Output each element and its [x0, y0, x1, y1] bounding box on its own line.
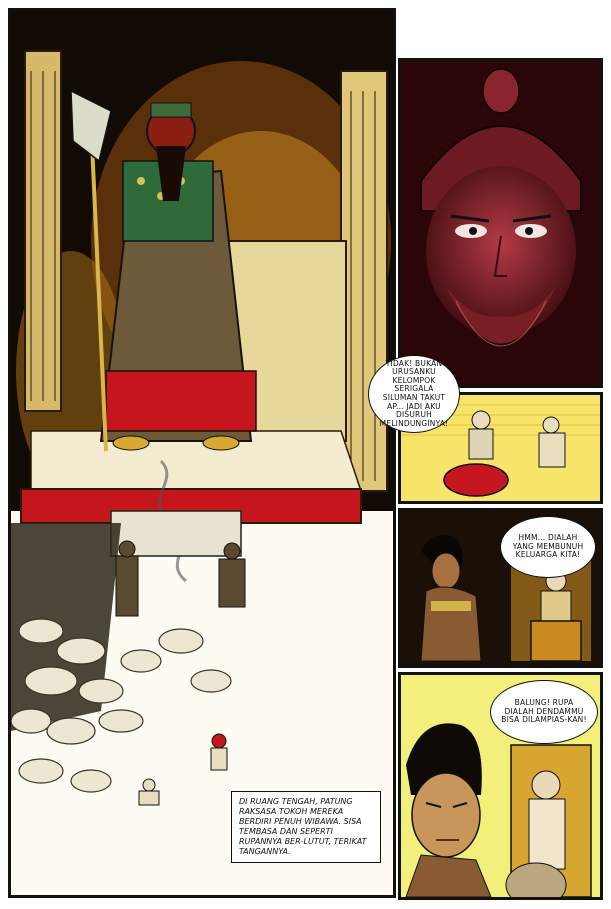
speech-bubble-revenge: BALUNG! RUPA DIALAH DENDAMMU BISA DILAMPIAS-KAN! — [490, 680, 598, 744]
warrior-face-art — [401, 61, 600, 385]
panel-warrior-face — [398, 58, 603, 388]
speech-bubble-accusation: HMM... DIALAH YANG MEMBUNUH KELUARGA KITA! — [500, 516, 596, 578]
narration-caption: DI RUANG TENGAH, PATUNG RAKSASA TOKOH MEREKA BERDIRI PENUH WIBAWA. SISA TEMBASA DAN SEPERTI RUPANNYA BER-LUTUT, TERIKAT TANGANNYA. — [231, 791, 381, 863]
panel-temple-statue — [8, 8, 396, 898]
speech-bubble-refusal: TIDAK! BUKAN URUSANKU KELOMPOK SERIGALA SILUMAN TAKUT AP... JADI AKU DISURUH MELINDUNGINYA! — [368, 355, 460, 433]
temple-statue-art — [11, 11, 393, 895]
